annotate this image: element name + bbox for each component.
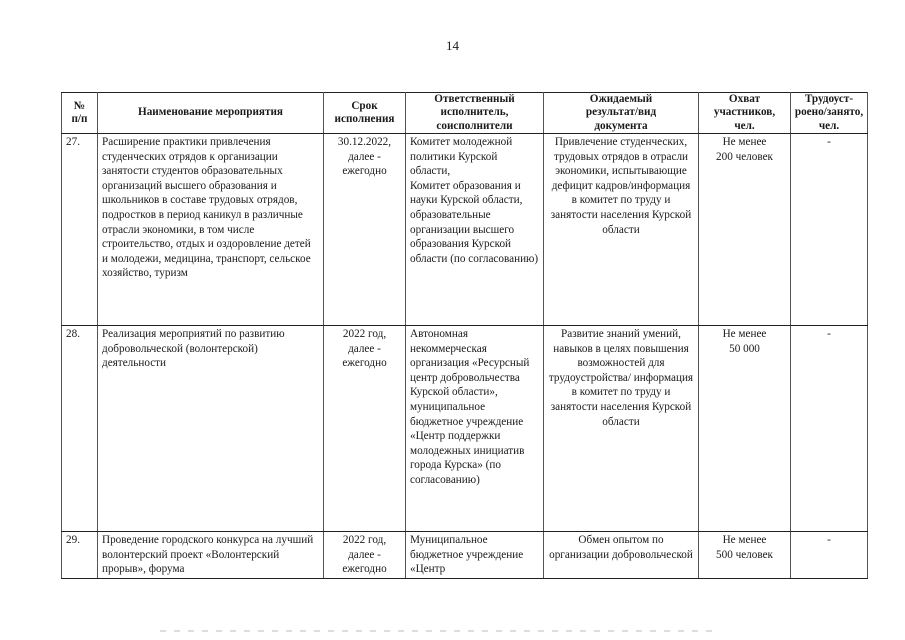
row-number: 28. [62, 326, 98, 532]
expected-result: Привлечение студенческих, трудовых отрядов в отрасли экономики, испытывающие дефицит кадров/информация в комитет по труду и занятости населения Курской области [544, 134, 699, 326]
table-row [62, 134, 868, 326]
table-row [62, 532, 868, 579]
event-name: Проведение городского конкурса на лучший волонтерский проект «Волонтерский прорыв», форума [98, 532, 324, 579]
expected-result: Обмен опытом по организации добровольческой [544, 532, 699, 579]
page-number: 14 [446, 38, 459, 53]
table-header-row [62, 93, 868, 134]
header-event-name: Наименование мероприятия [98, 93, 324, 134]
deadline: 30.12.2022, далее - ежегодно [324, 134, 406, 326]
header-deadline: Срок исполнения [324, 93, 406, 134]
header-responsible: Ответственный исполнитель, соисполнители [406, 93, 544, 134]
row-number: 29. [62, 532, 98, 579]
event-name: Реализация мероприятий по развитию добровольческой (волонтерской) деятельности [98, 326, 324, 532]
deadline: 2022 год, далее - ежегодно [324, 326, 406, 532]
coverage: Не менее 500 человек [699, 532, 791, 579]
responsible: Автономная некоммерческая организация «Ресурсный центр добровольчества Курской области», муниципальное бюджетное учреждение «Центр поддержки молодежных инициатив города Курска» (по согласованию) [406, 326, 544, 532]
employed: - [791, 134, 868, 326]
employed: - [791, 326, 868, 532]
row-number: 27. [62, 134, 98, 326]
expected-result: Развитие знаний умений, навыков в целях повышения возможностей для трудоустройства/ информация в комитет по труду и занятости населения Курской области [544, 326, 699, 532]
responsible: Муниципальное бюджетное учреждение «Центр [406, 532, 544, 579]
responsible: Комитет молодежной политики Курской области, Комитет образования и науки Курской области, образовательные организации высшего образования Курской области (по согласованию) [406, 134, 544, 326]
coverage: Не менее 50 000 [699, 326, 791, 532]
header-number: № п/п [62, 93, 98, 134]
header-employed: Трудоуст- роено/занято, чел. [791, 93, 868, 134]
header-expected-result: Ожидаемый результат/вид документа [544, 93, 699, 134]
events-table [61, 92, 868, 579]
deadline: 2022 год, далее - ежегодно [324, 532, 406, 579]
event-name: Расширение практики привлечения студенческих отрядов к организации занятости студентов образовательных организаций высшего образования и школьников в составе трудовых отрядов, подростков в период каникул в различные отрасли экономики, в том числе строительство, отдых и оздоровление детей и молодежи, медицина, транспорт, сельское хозяйство, туризм [98, 134, 324, 326]
table-row [62, 326, 868, 532]
employed: - [791, 532, 868, 579]
coverage: Не менее 200 человек [699, 134, 791, 326]
scan-artifact [160, 630, 720, 632]
header-coverage: Охват участников, чел. [699, 93, 791, 134]
